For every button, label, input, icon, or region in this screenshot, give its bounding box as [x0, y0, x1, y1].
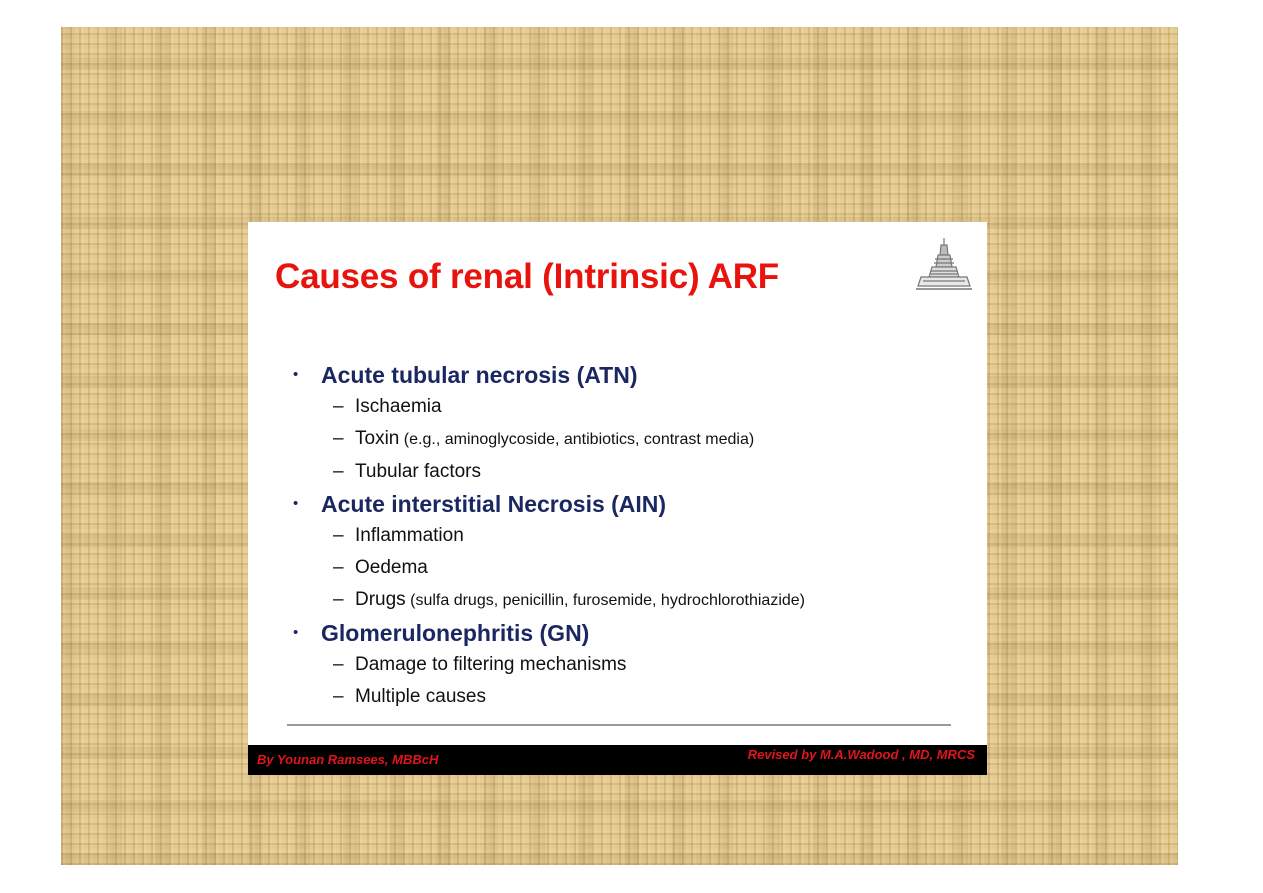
sub-item-drugs: – Drugs (sulfa drugs, penicillin, furosemide, hydrochlorothiazide) — [333, 589, 805, 610]
sub-item-toxin: – Toxin (e.g., aminoglycoside, antibiotics, contrast media) — [333, 428, 755, 449]
sub-item-text: Oedema — [355, 557, 428, 578]
footer-reviser: Revised by M.A.Wadood , MD, MRCS — [747, 747, 975, 762]
divider-line — [287, 724, 951, 726]
heading-text: Acute tubular necrosis (ATN) — [321, 362, 638, 388]
bullet-heading-atn — [293, 359, 805, 391]
bullet-dot: • — [293, 624, 299, 641]
sub-item-text: Ischaemia — [355, 396, 442, 417]
sub-item-multiple-causes: – Multiple causes — [333, 686, 486, 707]
sub-item-detail: (sulfa drugs, penicillin, furosemide, hydrochlorothiazide) — [405, 592, 805, 609]
sub-item-text: Inflammation — [355, 525, 464, 546]
sub-item-text: Damage to filtering mechanisms — [355, 654, 627, 675]
bullet-heading-ain — [293, 488, 805, 520]
sub-item-text: Drugs — [355, 589, 406, 610]
slide-title: Causes of renal (Intrinsic) ARF — [275, 257, 779, 296]
sub-item-detail: (e.g., aminoglycoside, antibiotics, contrast media) — [399, 431, 755, 448]
heading-text: Acute interstitial Necrosis (AIN) — [321, 491, 667, 517]
sub-item-oedema: – Oedema — [333, 557, 428, 578]
university-emblem-icon — [913, 235, 975, 293]
slide-content — [293, 359, 805, 713]
sub-item-text: Multiple causes — [355, 686, 486, 707]
sub-item-ischaemia: – Ischaemia — [333, 396, 442, 417]
heading-text: Glomerulonephritis (GN) — [321, 620, 590, 646]
slide-footer — [248, 745, 987, 775]
bullet-heading-gn — [293, 617, 805, 649]
sub-item-inflammation: – Inflammation — [333, 525, 464, 546]
sub-item-text: Tubular factors — [355, 461, 482, 482]
sub-item-text: Toxin — [355, 428, 400, 449]
bullet-dot: • — [293, 366, 299, 383]
sub-item-damage: – Damage to filtering mechanisms — [333, 654, 627, 675]
sub-item-tubular-factors: – Tubular factors — [333, 461, 482, 482]
footer-author: By Younan Ramsees, MBBcH — [257, 752, 439, 767]
slide — [248, 222, 987, 775]
bullet-dot: • — [293, 495, 299, 512]
